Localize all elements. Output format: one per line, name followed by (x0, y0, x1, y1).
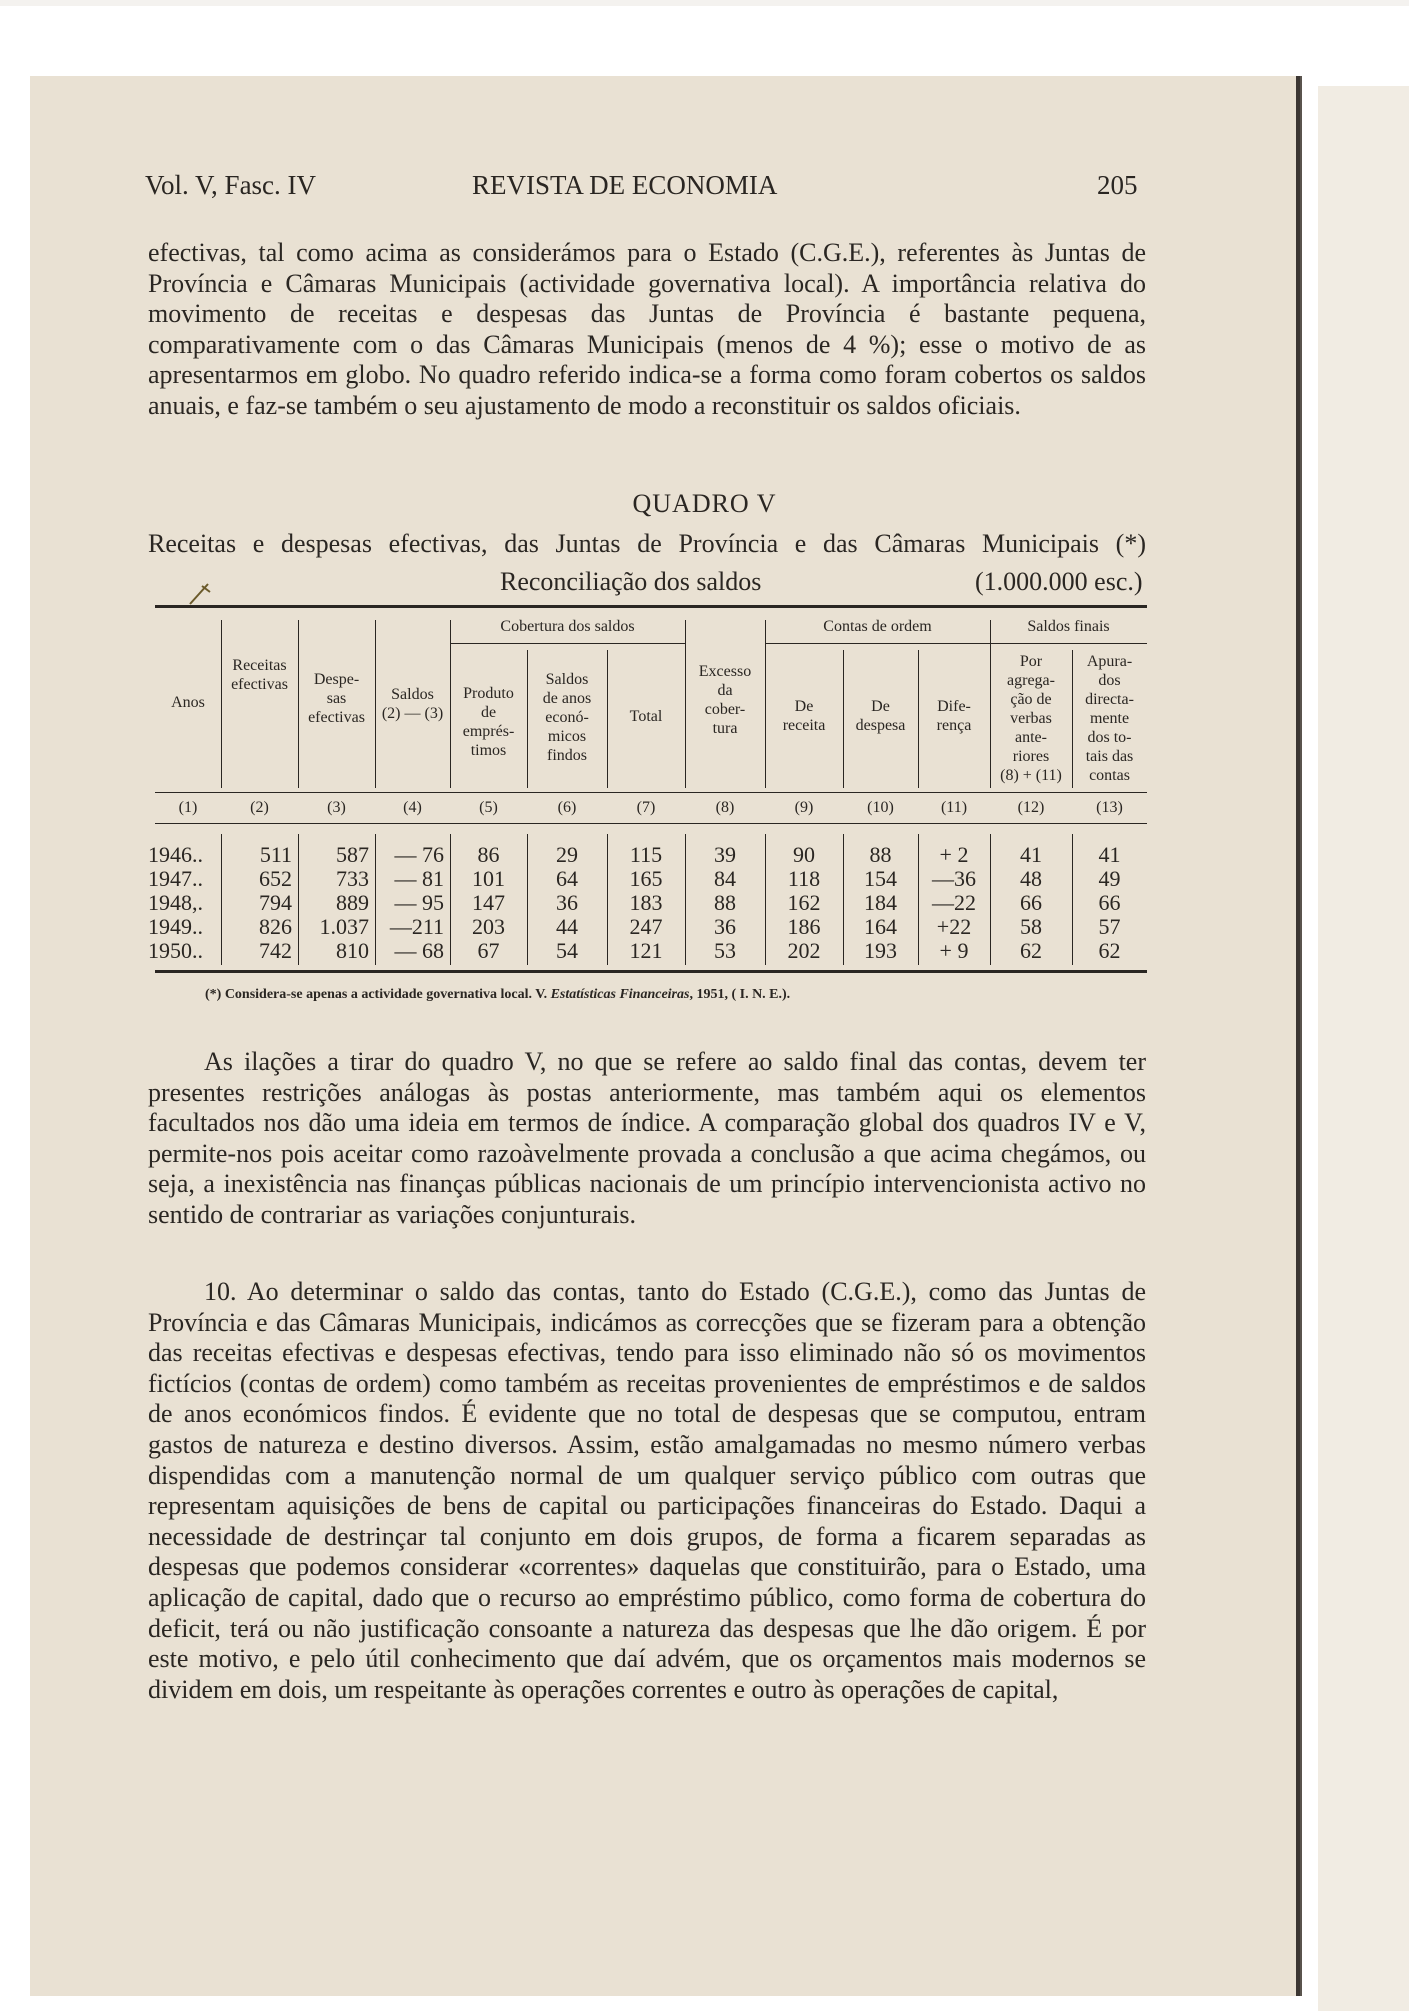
column-number: (5) (479, 799, 498, 816)
column-header: De despesa (855, 698, 906, 734)
paragraph-ilacoes: As ilações a tirar do quadro V, no que se refere ao saldo final das contas, devem ter presentes restrições análogas às postas anteriormente, mas também aqui os elementos facultados nos dão uma ideia em termos de índice. A comparação global dos quadros IV e V, permite-nos pois aceitar como razoàvelmente provada a conclusão a que acima chegámos, ou seja, a inexistência nas finanças públicas nacionais de um princípio intervencionista activo no sentido de contrariar as variações conjunturais. (148, 1047, 1146, 1229)
table-cell: 183 (629, 890, 663, 915)
table-cell: 1.037 (319, 914, 369, 939)
column-header: De receita (782, 698, 826, 734)
page-number: 205 (1097, 170, 1138, 200)
row-year: 1948,. (148, 890, 203, 915)
column-number: (11) (940, 799, 968, 816)
table-cell: 62 (1098, 938, 1121, 963)
table-cell: 54 (556, 938, 578, 963)
paragraph-section-10: 10. Ao determinar o saldo das contas, tanto do Estado (C.G.E.), como das Juntas de Província e das Câmaras Municipais, indicámos as correcções que se fizeram para a obtenção das receitas efectivas e despesas efectivas, tendo para isso eliminado não só os movimentos fictícios (contas de ordem) como também as receitas provenientes de empréstimos e de saldos de anos económicos findos. É evidente que no total de despesas que se computou, entram gastos de natureza e destino diversos. Assim, estão amalgamadas no mesmo número verbas dispendidas com a manutenção normal de um qualquer serviço público com outras que representam aquisições de bens de capital ou participações financeiras do Estado. Daqui a necessidade de destrinçar tal conjunto em dois grupos, de forma a ficarem separadas as despesas que podemos considerar «correntes» daquelas que constituirão, para o Estado, uma aplicação de capital, dado que o recurso ao empréstimo público, como forma de cobertura do deficit, terá ou não justificação consoante a natureza das despesas que lhe dão origem. É por este motivo, e pelo útil conhecimento que daí advém, que os orçamentos mais modernos se dividem em dois, um respeitante às operações correntes e outro às operações de capital, (148, 1277, 1146, 1704)
table-cell: 121 (629, 938, 663, 963)
table-cell: 186 (787, 914, 821, 939)
table-cell: 86 (477, 842, 500, 867)
saldos-group-rule (990, 643, 1147, 644)
table-cell: 889 (336, 890, 369, 915)
group-header-saldos: Saldos finais (1027, 618, 1110, 635)
cobertura-group-rule (450, 643, 685, 644)
table-cell: — 76 (394, 842, 444, 867)
column-header: Receitas efectivas (231, 657, 288, 693)
table-cell: 67 (477, 938, 500, 963)
running-header (145, 170, 1145, 210)
table-cell: 58 (1020, 914, 1042, 939)
table-cell: — 81 (394, 866, 444, 891)
table-cell: 49 (1098, 866, 1121, 891)
table-cell: 66 (1020, 890, 1042, 915)
contas-group-rule (765, 643, 990, 644)
row-year: 1946.. (148, 842, 203, 867)
table-cell: 742 (259, 938, 292, 963)
table-cell: 733 (336, 866, 369, 891)
table-cell: 88 (869, 842, 892, 867)
column-header: Por agrega- ção de verbas ante- riores (8) + (11) (1000, 653, 1062, 784)
column-number: (4) (403, 799, 422, 816)
table-cell: —36 (932, 866, 976, 891)
table-cell: —211 (389, 914, 444, 939)
table-cell: 147 (472, 890, 505, 915)
table-cell: 66 (1098, 890, 1121, 915)
column-number: (3) (327, 799, 346, 816)
table-cell: 193 (864, 938, 897, 963)
column-number: (2) (250, 799, 269, 816)
row-year: 1947.. (148, 866, 203, 891)
column-divider (221, 620, 222, 788)
column-number: (12) (1017, 799, 1045, 816)
table-cell: 90 (793, 842, 815, 867)
table-cell: 184 (864, 890, 897, 915)
table-cell: — 68 (394, 938, 444, 963)
journal-title: REVISTA DE ECONOMIA (472, 170, 778, 200)
group-header-cobertura: Cobertura dos saldos (500, 618, 635, 635)
table-cell: 826 (259, 914, 292, 939)
group-header-contas: Contas de ordem (823, 618, 932, 635)
column-header: Despe- sas efectivas (308, 671, 365, 726)
table-cell: 652 (259, 866, 292, 891)
col-number-rule (155, 823, 1147, 824)
column-number: (10) (867, 799, 894, 816)
column-header: Dife- rença (936, 698, 972, 734)
column-number: (1) (178, 799, 198, 816)
table-cell: 41 (1098, 842, 1121, 867)
column-number: (8) (715, 799, 735, 816)
column-number: (9) (794, 799, 814, 816)
table-cell: 810 (336, 938, 369, 963)
table-cell: — 95 (394, 890, 444, 915)
table-cell: 41 (1020, 842, 1042, 867)
table-cell: 164 (864, 914, 897, 939)
table-cell: 154 (864, 866, 897, 891)
header-bottom-rule (155, 792, 1147, 793)
table-cell: 162 (787, 890, 821, 915)
volume-label: Vol. V, Fasc. IV (145, 170, 317, 200)
table-bottom-rule (155, 970, 1147, 973)
column-header: Anos (171, 694, 205, 711)
table-cell: +22 (936, 914, 972, 939)
facing-page-edge (1318, 86, 1409, 2011)
column-header: Apura- dos directa- mente dos to- tais das contas (1085, 653, 1134, 784)
table-cell: 62 (1020, 938, 1042, 963)
paragraph-intro: efectivas, tal como acima as considerámos para o Estado (C.G.E.), referentes às Juntas de Província e Câmaras Municipais (actividade governativa local). A importância relativa do movimento de receitas e despesas das Juntas de Província é bastante pequena, comparativamente com o das Câmaras Municipais (menos de 4 %); esse o motivo de as apresentarmos em globo. No quadro referido indica-se a forma como foram cobertos os saldos anuais, e faz-se também o seu ajustamento de modo a reconstituir os saldos oficiais. (148, 238, 1146, 420)
table-cell: 36 (556, 890, 578, 915)
column-number: (6) (557, 799, 577, 816)
row-year: 1950.. (148, 938, 203, 963)
table-cell: 511 (259, 842, 292, 867)
table-cell: 48 (1020, 866, 1042, 891)
table-cell: 101 (472, 866, 505, 891)
table-cell: 64 (556, 866, 578, 891)
table-cell: 88 (714, 890, 736, 915)
table-cell: —22 (932, 890, 976, 915)
table-cell: 36 (714, 914, 736, 939)
table-top-rule (155, 605, 1147, 608)
table-cell: 202 (787, 938, 821, 963)
table-subtitle: Receitas e despesas efectivas, das Juntas de Província e das Câmaras Municipais (*) (148, 529, 1146, 558)
table-cell: 203 (472, 914, 505, 939)
column-header: Produto de emprés- timos (462, 685, 515, 759)
table-cell: 39 (714, 842, 736, 867)
column-header: Total (629, 708, 663, 725)
table-cell: 587 (336, 842, 369, 867)
table-cell: 247 (629, 914, 663, 939)
scan-top-edge (0, 0, 1409, 6)
table-cell: 118 (787, 866, 821, 891)
table-cell: 57 (1098, 914, 1121, 939)
column-header: Saldos de anos econó- micos findos (542, 671, 592, 764)
column-header: Saldos (2) — (3) (381, 686, 444, 722)
table-title: QUADRO V (632, 489, 777, 518)
table-cell: 794 (259, 890, 292, 915)
footnote-source: Estatísticas Financeiras (550, 987, 690, 1002)
row-year: 1949.. (148, 914, 203, 939)
table-cell: 115 (629, 842, 663, 867)
pen-mark-icon (186, 578, 216, 608)
column-number: (7) (636, 799, 656, 816)
table-unit: (1.000.000 esc.) (975, 567, 1143, 596)
table-cell: + 2 (939, 842, 969, 867)
table-cell: 165 (629, 866, 663, 891)
table-cell: 29 (556, 842, 578, 867)
table-subtitle-reconciliation: Reconciliação dos saldos (500, 567, 762, 596)
table-footnote (205, 987, 790, 1003)
column-number: (13) (1096, 799, 1123, 816)
footnote-text: (*) Considera-se apenas a actividade governativa local. V. (205, 987, 551, 1002)
table-cell: 53 (714, 938, 736, 963)
table-cell: 84 (714, 866, 736, 891)
table-cell: 44 (556, 914, 578, 939)
footnote-year: , 1951, ( I. N. E.). (689, 987, 791, 1002)
column-header: Excesso da cober- tura (698, 663, 752, 737)
table-cell: + 9 (939, 938, 969, 963)
